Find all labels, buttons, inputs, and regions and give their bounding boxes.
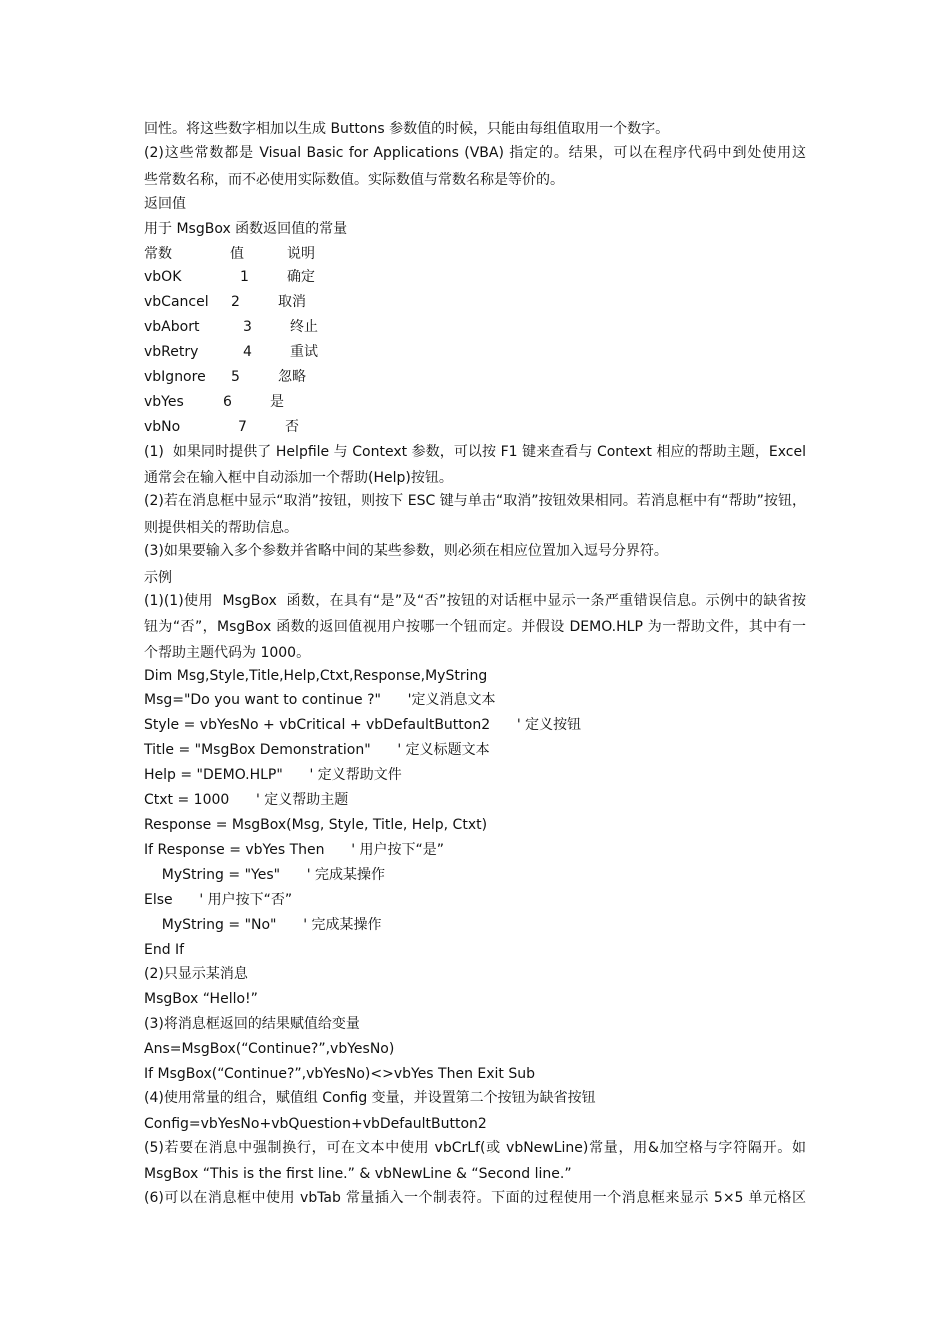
table-cell: 4 xyxy=(243,344,252,360)
table-cell: 取消 xyxy=(278,294,306,310)
table-cell: 5 xyxy=(231,369,240,385)
table-cell: 确定 xyxy=(287,269,315,285)
paragraph-line: (2)若在消息框中显示“取消”按钮，则按下 ESC 键与单击“取消”按钮效果相同。若消息框中有“帮助”按钮， xyxy=(144,493,806,509)
table-cell: 重试 xyxy=(290,344,318,360)
paragraph-line: (1)(1)使用 MsgBox 函数，在具有“是”及“否”按钮的对话框中显示一条严重错误信息。示例中的缺省按 xyxy=(144,593,806,609)
table-cell: vbRetry xyxy=(144,344,199,360)
table-cell: vbIgnore xyxy=(144,369,206,385)
table-cell: 否 xyxy=(285,419,299,435)
code-line: If Response = vbYes Then ' 用户按下“是” xyxy=(144,842,445,858)
table-cell: vbNo xyxy=(144,419,181,435)
code-line: Dim Msg,Style,Title,Help,Ctxt,Response,MyString xyxy=(144,668,488,684)
paragraph-line: (5)若要在消息中强制换行，可在文本中使用 vbCrLf(或 vbNewLine)常量，用&加空格与字符隔开。如 xyxy=(144,1140,806,1156)
table-cell: 是 xyxy=(270,394,284,410)
code-line: Help = "DEMO.HLP" ' 定义帮助文件 xyxy=(144,767,402,783)
code-line: MsgBox “Hello!” xyxy=(144,991,258,1007)
code-line: If MsgBox(“Continue?”,vbYesNo)<>vbYes Then Exit Sub xyxy=(144,1066,536,1082)
table-cell: vbAbort xyxy=(144,319,200,335)
paragraph-line: (4)使用常量的组合，赋值组 Config 变量，并设置第二个按钮为缺省按钮 xyxy=(144,1090,596,1106)
paragraph-line: 钮为“否”，MsgBox 函数的返回值视用户按哪一个钮而定。并假设 DEMO.HLP 为一帮助文件，其中有一 xyxy=(144,619,806,635)
code-line: MyString = "Yes" ' 完成某操作 xyxy=(144,867,386,883)
table-cell: 6 xyxy=(223,394,232,410)
paragraph-line: 则提供相关的帮助信息。 xyxy=(144,520,298,536)
table-cell: 1 xyxy=(240,269,249,285)
table-cell: vbOK xyxy=(144,269,182,285)
code-line: Ans=MsgBox(“Continue?”,vbYesNo) xyxy=(144,1041,395,1057)
header-value: 值 xyxy=(230,246,244,262)
paragraph-line: 个帮助主题代码为 1000。 xyxy=(144,645,311,661)
code-line: MsgBox “This is the first line.” & vbNewLine & “Second line.” xyxy=(144,1166,572,1182)
paragraph-line: (6)可以在消息框中使用 vbTab 常量插入一个制表符。下面的过程使用一个消息框来显示 5×5 单元格区 xyxy=(144,1190,806,1206)
table-cell: vbCancel xyxy=(144,294,209,310)
paragraph-line: (3)将消息框返回的结果赋值给变量 xyxy=(144,1016,360,1032)
code-line: Style = vbYesNo + vbCritical + vbDefaultButton2 ' 定义按钮 xyxy=(144,717,582,733)
paragraph-line: (2)只显示某消息 xyxy=(144,966,248,982)
paragraph-line: 通常会在输入框中自动添加一个帮助(Help)按钮。 xyxy=(144,470,453,486)
code-line: Msg="Do you want to continue ?" '定义消息文本 xyxy=(144,692,496,708)
paragraph-line: 用于 MsgBox 函数返回值的常量 xyxy=(144,221,348,237)
table-cell: 终止 xyxy=(290,319,318,335)
paragraph-line: 回性。将这些数字相加以生成 Buttons 参数值的时候，只能由每组值取用一个数字。 xyxy=(144,121,670,137)
table-cell: vbYes xyxy=(144,394,184,410)
code-line: Response = MsgBox(Msg, Style, Title, Help, Ctxt) xyxy=(144,817,488,833)
paragraph-line: (1) 如果同时提供了 Helpfile 与 Context 参数，可以按 F1 键来查看与 Context 相应的帮助主题，Excel xyxy=(144,444,806,460)
paragraph-line: (2)这些常数都是 Visual Basic for Applications (VBA) 指定的。结果，可以在程序代码中到处使用这 xyxy=(144,145,806,161)
code-line: Title = "MsgBox Demonstration" ' 定义标题文本 xyxy=(144,742,490,758)
code-line: End If xyxy=(144,942,185,958)
paragraph-line: (3)如果要输入多个参数并省略中间的某些参数，则必须在相应位置加入逗号分界符。 xyxy=(144,543,668,559)
code-line: Ctxt = 1000 ' 定义帮助主题 xyxy=(144,792,349,808)
code-line: Config=vbYesNo+vbQuestion+vbDefaultButton2 xyxy=(144,1116,487,1132)
table-cell: 忽略 xyxy=(278,369,306,385)
header-description: 说明 xyxy=(287,246,315,262)
table-cell: 7 xyxy=(238,419,247,435)
section-heading: 返回值 xyxy=(144,196,186,212)
paragraph-line: 些常数名称，而不必使用实际数值。实际数值与常数名称是等价的。 xyxy=(144,172,564,188)
code-line: Else ' 用户按下“否” xyxy=(144,892,293,908)
table-cell: 2 xyxy=(231,294,240,310)
header-constant: 常数 xyxy=(144,246,172,262)
table-cell: 3 xyxy=(243,319,252,335)
section-heading: 示例 xyxy=(144,570,172,586)
code-line: MyString = "No" ' 完成某操作 xyxy=(144,917,382,933)
